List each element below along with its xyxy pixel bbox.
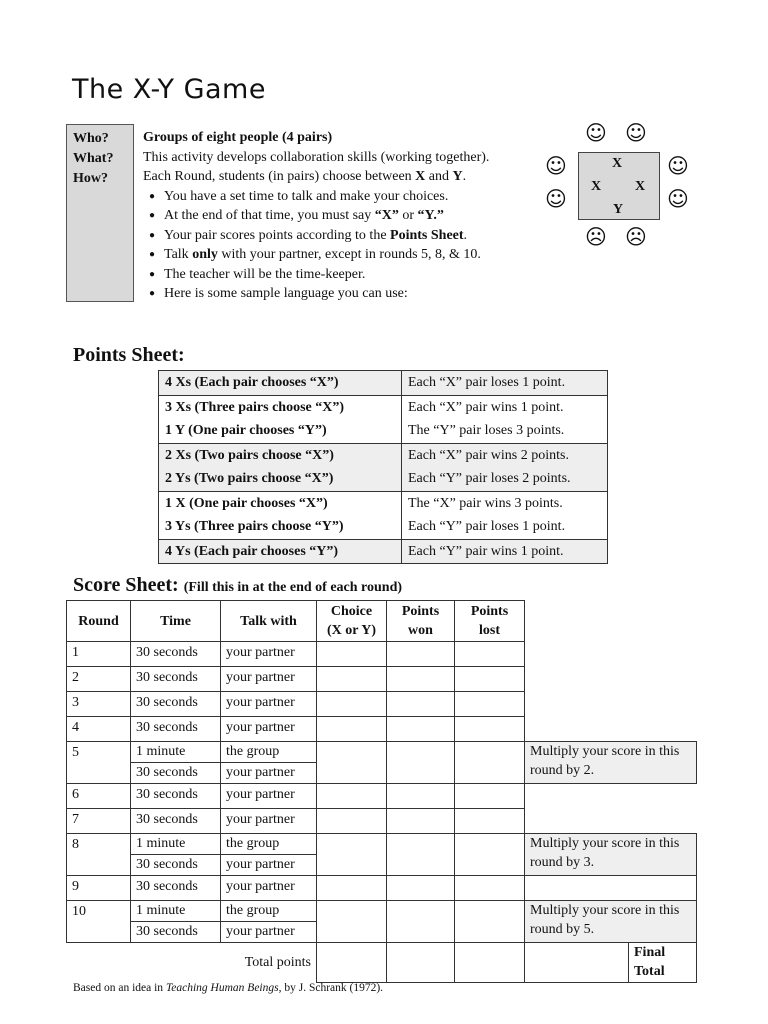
header-points-won — [387, 601, 455, 642]
diagram-bottom-y: Y — [613, 202, 624, 217]
table-row — [159, 491, 608, 539]
header-choice-line2: (X or Y) — [327, 623, 376, 638]
round-time: 30 seconds — [131, 642, 221, 667]
header-lost-line1: Points — [470, 604, 509, 619]
how-end: . — [462, 169, 467, 184]
blank-cell — [525, 809, 697, 834]
table-row — [159, 539, 608, 564]
label-who: Who? — [73, 131, 109, 146]
b3-end: . — [463, 227, 468, 243]
round-talk-with: your partner — [221, 784, 317, 809]
frowny-face-icon: ☹ — [625, 225, 647, 249]
bullet-item — [149, 226, 533, 246]
round-time: 30 seconds — [131, 876, 221, 901]
header-round: Round — [67, 601, 131, 642]
points-result: Each “X” pair loses 1 point. — [408, 375, 566, 390]
b2-pre: At the end of that time, you must say — [164, 208, 375, 223]
choice-cell[interactable] — [317, 901, 387, 943]
points-won-cell[interactable] — [387, 809, 455, 834]
header-won-line1: Points — [401, 604, 440, 619]
points-condition: 3 Xs (Three pairs choose “X”) — [165, 399, 345, 415]
blank-cell — [525, 784, 697, 809]
total-points-label: Total points — [244, 954, 311, 970]
points-result: Each “Y” pair wins 1 point. — [408, 543, 564, 559]
points-condition: 2 Ys (Two pairs choose “X”) — [165, 471, 334, 486]
table-row — [67, 692, 697, 717]
points-cell — [159, 539, 402, 564]
total-won-cell[interactable] — [387, 943, 455, 983]
table-row — [67, 784, 697, 809]
points-won-cell[interactable] — [387, 876, 455, 901]
points-won-cell[interactable] — [387, 742, 455, 784]
choice-cell[interactable] — [317, 784, 387, 809]
header-won-line2: won — [408, 623, 433, 638]
table-row — [67, 809, 697, 834]
header-lost-line2: lost — [479, 623, 500, 638]
round-time: 30 seconds — [131, 809, 221, 834]
bullet-item — [149, 245, 533, 265]
round-time: 30 seconds — [131, 763, 221, 784]
footer-post: , by J. Schrank (1972). — [278, 982, 384, 994]
label-how: How? — [73, 171, 108, 186]
who-text: Groups of eight people (4 pairs) — [143, 130, 333, 145]
empty-cell — [525, 876, 697, 901]
frowny-face-icon: ☹ — [585, 225, 607, 249]
points-sheet-heading: Points Sheet: — [73, 344, 185, 366]
footer-pre: Based on an idea in — [73, 982, 166, 994]
points-lost-cell[interactable] — [455, 834, 525, 876]
points-condition: 3 Ys (Three pairs choose “Y”) — [165, 519, 344, 534]
score-sheet-heading — [73, 574, 402, 597]
choice-cell[interactable] — [317, 742, 387, 784]
points-condition: 2 Xs (Two pairs choose “X”) — [165, 447, 334, 463]
round-number: 3 — [67, 692, 131, 717]
round-number: 5 — [67, 742, 131, 784]
choice-cell[interactable] — [317, 876, 387, 901]
points-won-cell[interactable] — [387, 834, 455, 876]
round-time: 30 seconds — [131, 922, 221, 943]
score-sheet-subtitle: (Fill this in at the end of each round) — [183, 580, 403, 595]
multiplier-note: Multiply your score in this round by 2. — [525, 742, 697, 784]
points-cell — [402, 395, 608, 443]
round-talk-with: the group — [221, 742, 317, 763]
points-cell — [402, 491, 608, 539]
b2-y: “Y.” — [417, 208, 444, 223]
points-lost-cell[interactable] — [455, 809, 525, 834]
header-choice — [317, 601, 387, 642]
round-talk-with: the group — [221, 834, 317, 855]
bullet-item — [149, 206, 533, 226]
blank-cell — [525, 667, 697, 692]
points-cell — [402, 539, 608, 564]
choice-cell[interactable] — [317, 834, 387, 876]
points-result: Each “Y” pair loses 2 points. — [408, 471, 571, 486]
round-number: 7 — [67, 809, 131, 834]
round-talk-with: your partner — [221, 809, 317, 834]
round-time: 1 minute — [131, 742, 221, 763]
multiplier-note: Multiply your score in this round by 3. — [525, 834, 697, 876]
question-labels-box — [66, 124, 134, 302]
total-score-cell[interactable] — [525, 943, 629, 983]
choice-cell[interactable] — [317, 692, 387, 717]
instructions-list — [143, 187, 533, 304]
bullet-item: ● You have a set time to talk and make your choices. — [149, 187, 533, 207]
points-sheet-table — [158, 370, 608, 564]
points-won-cell[interactable] — [387, 692, 455, 717]
points-cell — [159, 395, 402, 443]
header-points-lost — [455, 601, 525, 642]
table-diagram — [578, 152, 660, 220]
footer-credit — [73, 982, 383, 994]
table-row — [159, 371, 608, 396]
points-result: Each “X” pair wins 2 points. — [408, 447, 569, 463]
totals-row — [67, 943, 697, 983]
points-result: Each “X” pair wins 1 point. — [408, 399, 564, 415]
score-sheet-title: Score Sheet: — [73, 574, 179, 596]
table-header-row — [67, 601, 697, 642]
points-result: Each “Y” pair loses 1 point. — [408, 519, 566, 534]
how-pre: Each Round, students (in pairs) choose between — [143, 169, 416, 184]
b2-x: “X” — [374, 208, 399, 223]
table-row — [67, 876, 697, 901]
final-label-line2: Total — [634, 964, 665, 979]
table-row — [67, 901, 697, 922]
table-row — [159, 395, 608, 443]
points-lost-cell[interactable] — [455, 717, 525, 742]
b4-pre: Talk — [164, 247, 193, 262]
points-cell — [159, 443, 402, 491]
points-lost-cell[interactable] — [455, 667, 525, 692]
bullet-item: ● The teacher will be the time-keeper. — [149, 265, 533, 285]
blank-cell — [525, 601, 697, 642]
label-what: What? — [73, 151, 114, 166]
points-won-cell[interactable] — [387, 717, 455, 742]
points-lost-cell[interactable] — [455, 784, 525, 809]
round-talk-with: your partner — [221, 692, 317, 717]
final-total-label — [629, 943, 697, 983]
round-talk-with: your partner — [221, 667, 317, 692]
smiley-face-icon: ☺ — [585, 121, 607, 145]
points-cell — [402, 371, 608, 396]
choice-cell[interactable] — [317, 642, 387, 667]
diagram-right-x: X — [635, 179, 646, 194]
points-cell — [402, 443, 608, 491]
how-x: X — [415, 169, 426, 184]
bullet-item: ● Here is some sample language you can use: — [149, 284, 533, 304]
b4-end: with your partner, except in rounds 5, 8, & 10. — [217, 247, 481, 262]
table-row — [67, 717, 697, 742]
round-time: 30 seconds — [131, 717, 221, 742]
points-lost-cell[interactable] — [455, 642, 525, 667]
blank-cell — [525, 642, 697, 667]
footer-book-title: Teaching Human Beings — [165, 982, 279, 994]
smiley-face-icon: ☺ — [545, 154, 567, 178]
points-cell — [159, 491, 402, 539]
header-talk-with: Talk with — [221, 601, 317, 642]
round-number: 10 — [67, 901, 131, 943]
score-sheet-table — [66, 600, 697, 983]
round-talk-with: the group — [221, 901, 317, 922]
round-talk-with: your partner — [221, 642, 317, 667]
points-cell — [159, 371, 402, 396]
smiley-face-icon: ☺ — [545, 187, 567, 211]
points-lost-cell[interactable] — [455, 901, 525, 943]
smiley-face-icon: ☺ — [625, 121, 647, 145]
points-condition: 1 X (One pair chooses “X”) — [165, 495, 328, 511]
intro-text — [143, 128, 533, 304]
points-won-cell[interactable] — [387, 784, 455, 809]
how-text — [143, 167, 533, 187]
table-row — [67, 834, 697, 855]
page-title: The X-Y Game — [72, 74, 266, 105]
table-row — [159, 443, 608, 491]
total-choice-cell[interactable] — [317, 943, 387, 983]
diagram-left-x: X — [591, 179, 602, 194]
round-talk-with: your partner — [221, 922, 317, 943]
points-lost-cell[interactable] — [455, 876, 525, 901]
round-number: 4 — [67, 717, 131, 742]
blank-cell — [525, 717, 697, 742]
multiplier-note: Multiply your score in this round by 5. — [525, 901, 697, 943]
blank-cell — [525, 692, 697, 717]
b3-bold: Points Sheet — [390, 227, 464, 243]
round-time: 30 seconds — [131, 692, 221, 717]
points-lost-cell[interactable] — [455, 742, 525, 784]
points-won-cell[interactable] — [387, 642, 455, 667]
b2-or: or — [398, 208, 418, 223]
how-and: and — [425, 169, 453, 184]
points-lost-cell[interactable] — [455, 692, 525, 717]
round-time: 1 minute — [131, 834, 221, 855]
diagram-top-x: X — [612, 156, 623, 171]
points-won-cell[interactable] — [387, 901, 455, 943]
points-won-cell[interactable] — [387, 667, 455, 692]
points-result: The “X” pair wins 3 points. — [408, 495, 563, 511]
round-time: 1 minute — [131, 901, 221, 922]
how-y: Y — [452, 169, 463, 184]
b4-bold: only — [192, 247, 218, 262]
round-talk-with: your partner — [221, 717, 317, 742]
final-label-line1: Final — [634, 945, 666, 960]
table-row — [67, 667, 697, 692]
round-number: 1 — [67, 642, 131, 667]
header-choice-line1: Choice — [330, 604, 373, 619]
round-time: 30 seconds — [131, 855, 221, 876]
table-row — [67, 742, 697, 763]
round-time: 30 seconds — [131, 667, 221, 692]
round-number: 9 — [67, 876, 131, 901]
round-number: 6 — [67, 784, 131, 809]
header-time: Time — [131, 601, 221, 642]
points-condition: 4 Xs (Each pair chooses “X”) — [165, 375, 339, 390]
b3-pre: Your pair scores points according to the — [164, 227, 391, 243]
points-result: The “Y” pair loses 3 points. — [408, 423, 565, 438]
points-condition: 4 Ys (Each pair chooses “Y”) — [165, 543, 339, 559]
choice-cell[interactable] — [317, 717, 387, 742]
smiley-face-icon: ☺ — [667, 154, 689, 178]
round-number: 2 — [67, 667, 131, 692]
what-text: This activity develops collaboration skills (working together). — [143, 149, 490, 165]
round-talk-with: your partner — [221, 876, 317, 901]
round-talk-with: your partner — [221, 763, 317, 784]
points-condition: 1 Y (One pair chooses “Y”) — [165, 423, 327, 438]
total-lost-cell[interactable] — [455, 943, 525, 983]
choice-cell[interactable] — [317, 667, 387, 692]
smiley-face-icon: ☺ — [667, 187, 689, 211]
round-talk-with: your partner — [221, 855, 317, 876]
choice-cell[interactable] — [317, 809, 387, 834]
round-time: 30 seconds — [131, 784, 221, 809]
round-number: 8 — [67, 834, 131, 876]
table-row — [67, 642, 697, 667]
